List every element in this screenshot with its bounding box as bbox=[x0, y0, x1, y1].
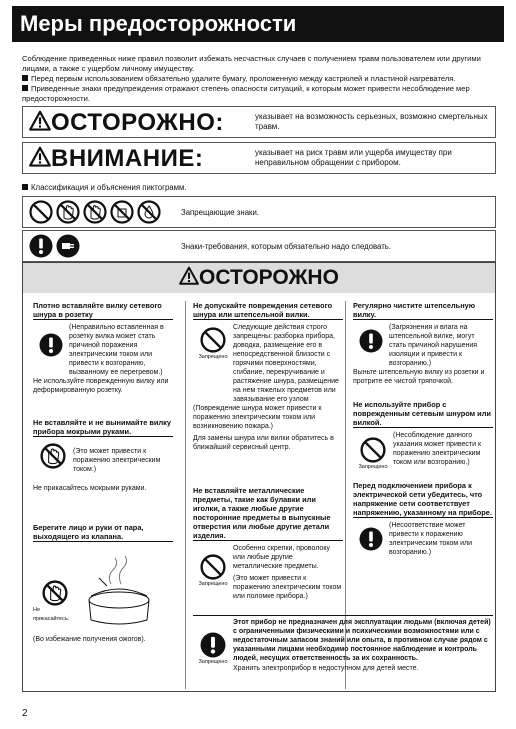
page-title: Меры предосторожности bbox=[12, 6, 504, 42]
icon-label: Не прикасайтесь. bbox=[33, 607, 70, 622]
mandatory-icon bbox=[200, 632, 226, 658]
item-title: Не вставляйте и не вынимайте вилку прибора мокрыми руками. bbox=[33, 418, 171, 436]
mandatory-pictograms-box bbox=[22, 230, 496, 262]
warning-triangle-icon bbox=[29, 110, 51, 132]
item-text: (Несоблюдение данного указания может привести к поражению электрическим током или возгоранию.) bbox=[393, 432, 482, 466]
icon-label: Запрещено bbox=[198, 659, 228, 665]
prohibit-icon bbox=[200, 554, 226, 580]
caution-item-children bbox=[193, 615, 493, 673]
signal-caution-word: ОСТОРОЖНО: bbox=[29, 109, 224, 137]
signal-warning-desc: указывает на риск травм или ущерба имуществу при неправильном обращении с прибором. bbox=[255, 148, 452, 167]
item-text: (Неправильно вставленная в розетку вилка может стать причиной поражения электрическим током или привести к возгоранию, вызванному ее перегревом.) bbox=[69, 324, 164, 376]
page-number: 2 bbox=[22, 708, 28, 719]
pictogram-heading: Классификация и объяснения пиктограмм. bbox=[22, 183, 187, 192]
item-note: Не прикасайтесь мокрыми руками. bbox=[33, 485, 147, 492]
caution-item-plug-firmly bbox=[33, 301, 173, 395]
no-touch-icon bbox=[56, 200, 80, 224]
no-water-icon bbox=[137, 200, 161, 224]
prohibit-icon bbox=[360, 437, 386, 463]
icon-label: Запрещено bbox=[198, 581, 228, 587]
prohibit-icon bbox=[200, 327, 226, 353]
item-note: (Во избежание получения ожогов). bbox=[33, 636, 146, 643]
no-wet-hands-icon bbox=[83, 200, 107, 224]
caution-item-metal-objects bbox=[193, 486, 343, 601]
item-title: Не вставляйте металлические предметы, такие как булавки или иголки, а также любые другие посторонние предметы в выпускные отверстия или любые другие детали изделия. bbox=[193, 486, 331, 540]
caution-item-voltage bbox=[353, 481, 493, 557]
caution-section bbox=[22, 262, 496, 692]
warning-triangle-icon bbox=[179, 266, 199, 286]
mandatory-icon bbox=[359, 527, 383, 551]
item-title: Этот прибор не предназначен для эксплуатации людьми (включая детей) с ограниченными физическими и психическими возможностями или с недостаточным запасом знаний или опыта, в противном случае рядом с указанными лицами необходимо постоянное наблюдение и контроль людей, несущих ответственность за их сохранность. bbox=[233, 619, 491, 662]
no-touch-icon bbox=[42, 580, 68, 606]
item-note: Хранить электроприбор в недоступном для детей месте. bbox=[233, 665, 419, 672]
caution-item-wet-hands bbox=[33, 418, 173, 493]
bullet-icon bbox=[22, 85, 28, 91]
item-note: (Повреждение шнура может привести к поражению электрическим током или возникновению пожара.) bbox=[193, 405, 322, 430]
prohibit-desc: Запрещающие знаки. bbox=[181, 208, 259, 217]
intro-bullet: Перед первым использованием обязательно удалите бумагу, проложенную между кастрюлей и пластиной нагревателя. bbox=[22, 74, 498, 84]
caution-item-cord-damage bbox=[193, 301, 343, 452]
item-title: Берегите лицо и руки от пара, выходящего из клапана. bbox=[33, 523, 144, 541]
icon-label: Запрещено bbox=[198, 354, 228, 360]
icon-label: Запрещено bbox=[358, 464, 388, 470]
item-text: Следующие действия строго запрещены: разборка прибора, доводка, размещение его в непосредственной близости с горячими поверхностями, сгибание, перекручивание и растяжение шнура, размещение на нем тяжелых предметов или завязывание его узлом bbox=[233, 324, 339, 403]
intro-paragraph: Соблюдение приведенных ниже правил позволит избежать несчастных случаев с получением травм пользователем или другими лицами, а также с ущербом личному имуществу. bbox=[22, 54, 481, 73]
item-title: Не используйте прибор с поврежденным сетевым шнуром или вилкой. bbox=[353, 400, 491, 427]
caution-section-title: ОСТОРОЖНО bbox=[23, 263, 495, 293]
signal-warning-word: ВНИМАНИЕ: bbox=[29, 145, 203, 173]
mandatory-icon bbox=[359, 329, 383, 353]
item-title: Не допускайте повреждения сетевого шнура или штепсельной вилки. bbox=[193, 301, 333, 319]
no-wet-hands-icon bbox=[40, 443, 66, 469]
caution-item-steam bbox=[33, 523, 173, 644]
item-note: Для замены шнура или вилки обратитесь в ближайший сервисный центр. bbox=[193, 435, 334, 451]
signal-warning-box bbox=[22, 142, 496, 174]
mandatory-icon bbox=[29, 234, 53, 258]
column-divider bbox=[185, 301, 186, 689]
intro-text bbox=[22, 54, 498, 104]
unplug-icon bbox=[56, 234, 80, 258]
caution-item-clean-plug bbox=[353, 301, 493, 386]
bullet-icon bbox=[22, 75, 28, 81]
prohibit-icon bbox=[29, 200, 53, 224]
prohibit-icons bbox=[29, 200, 161, 224]
prohibit-pictograms-box bbox=[22, 196, 496, 228]
rice-cooker-steam-illustration bbox=[77, 556, 157, 626]
item-text: (Это может привести к поражению электрическим током.) bbox=[73, 448, 161, 473]
mandatory-icon bbox=[39, 333, 63, 357]
warning-triangle-icon bbox=[29, 146, 51, 168]
item-text: (Несоответствие может привести к поражению электрическим током или возгоранию.) bbox=[389, 522, 473, 556]
mandatory-desc: Знаки-требования, которым обязательно надо следовать. bbox=[181, 242, 392, 251]
no-disassembly-icon bbox=[110, 200, 134, 224]
mandatory-icons bbox=[29, 234, 80, 258]
item-title: Плотно вставляйте вилку сетевого шнура в розетку bbox=[33, 301, 162, 319]
signal-caution-box bbox=[22, 106, 496, 138]
item-text: Особенно скрепки, проволоку или любые другие металлические предметы. bbox=[233, 545, 330, 570]
item-note: (Это может привести к поражению электрическим током или поломке прибора.) bbox=[233, 575, 342, 600]
item-title: Перед подключением прибора к электрической сети убедитесь, что напряжение сети соответствует напряжению, указанному на приборе. bbox=[353, 481, 492, 517]
item-note: Выньте штепсельную вилку из розетки и протрите ее чистой тряпочкой. bbox=[353, 369, 485, 385]
intro-bullet: Приведенные знаки предупреждения отражают степень опасности ситуаций, к которым может привести несоблюдение мер предосторожности. bbox=[22, 84, 470, 103]
item-text: (Загрязнения и влага на штепсельной вилке, могут стать причиной нарушения изоляции и привести к возгоранию.) bbox=[389, 324, 478, 367]
item-note: Не используйте поврежденную вилку или деформированную розетку. bbox=[33, 378, 169, 394]
bullet-icon bbox=[22, 184, 28, 190]
caution-item-damaged-cord bbox=[353, 400, 493, 472]
item-title: Регулярно чистите штепсельную вилку. bbox=[353, 301, 476, 319]
signal-caution-desc: указывает на возможность серьезных, возможно смертельных травм. bbox=[255, 112, 488, 131]
